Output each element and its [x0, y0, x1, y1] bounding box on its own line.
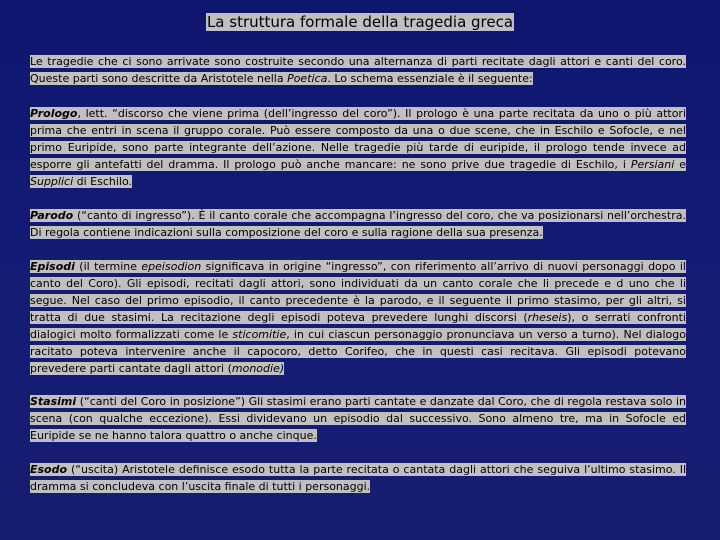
- episodi-epeisodion: epeisodion: [141, 260, 202, 273]
- episodi-text-b: significava in origine “ingresso”, con riferimento all’arrivo di nuovi personaggi dopo il canto del Coro). Gli episodi, recitati dagli attori, sono individuati da un canto corale che li precede e d uno che li segue. Nel caso del primo episodio, il canto precedente è la parodo, e il seguente il primo stasimo, per gli altri, si tratta di due stasimi. La recitazione degli episodi poteva prevedere lunghi discorsi (: [30, 260, 686, 324]
- parodo-term: Parodo: [30, 209, 74, 222]
- intro-text-a: Le tragedie che ci sono arrivate sono costruite secondo una alternanza di parti recitate dagli attori e canti del coro. Queste parti sono descritte da Aristotele nella: [30, 55, 686, 85]
- episodi-sticomitie: sticomitie: [232, 328, 287, 341]
- episodi-monodie: monodie): [231, 362, 285, 375]
- prologo-text-b: e: [674, 158, 687, 171]
- prologo-term: Prologo: [30, 107, 78, 120]
- esodo-paragraph: [30, 461, 686, 495]
- stasimi-text-a: (“canti del Coro in posizione”) Gli stasimi erano parti cantate e danzate dal Coro, che di regola restava solo in scena (con qualche eccezione). Essi dividevano un episodio dal successivo. Sono almeno tre, ma in Sofocle ed Euripide se ne hanno talora quattro o anche cinque.: [30, 395, 686, 442]
- parodo-paragraph: [30, 207, 686, 241]
- parodo-text-a: (“canto di ingresso”). È il canto corale che accompagna l’ingresso del coro, che va posizionarsi nell’orchestra. Di regola contiene indicazioni sulla composizione del coro e sulla ragione della sua presenza.: [30, 209, 686, 239]
- intro-text-b: . Lo schema essenziale è il seguente:: [327, 72, 533, 85]
- prologo-supplici: Supplici: [30, 175, 74, 188]
- intro-paragraph: [30, 53, 686, 87]
- prologo-text-a: , lett. “discorso che viene prima (dell’ingresso del coro”). Il prologo è una parte recitata da uno o più attori prima che entri in scena il gruppo corale. Può essere composto da una o due scene, che in Eschilo e Sofocle, e nel primo Euripide, sono parte integrante dell’azione. Nelle tragedie più tarde di euripide, il prologo tende invece ad esporre gli antefatti del dramma. Il prologo può anche mancare: ne sono prive due tragedie di Eschilo, i: [30, 107, 686, 171]
- slide-title: [0, 11, 720, 33]
- prologo-paragraph: [30, 105, 686, 190]
- prologo-text-c: di Eschilo.: [73, 175, 133, 188]
- episodi-text-c: ), o serrati confronti dialogici molto formalizzati come le: [30, 311, 686, 341]
- slide-title-text: La struttura formale della tragedia greca: [206, 13, 514, 31]
- episodi-text-a: (il termine: [74, 260, 142, 273]
- intro-poetica: Poetica: [287, 72, 328, 85]
- stasimi-paragraph: [30, 393, 686, 444]
- episodi-text-d: , in cui ciascun personaggio pronunciava un verso a turno). Nel dialogo racitato poteva intervenire anche il capocoro, detto Corifeo, che in questi casi recitava. Gli episodi potevano prevedere parti cantate dagli attori (: [30, 328, 686, 375]
- episodi-term: Episodi: [30, 260, 75, 273]
- esodo-text-a: (“uscita) Aristotele definisce esodo tutta la parte recitata o cantata dagli attori che seguiva l’ultimo stasimo. Il dramma si concludeva con l’uscita finale di tutti i personaggi.: [30, 463, 686, 493]
- prologo-persiani: Persiani: [630, 158, 675, 171]
- episodi-paragraph: [30, 258, 686, 377]
- stasimi-term: Stasimi: [30, 395, 77, 408]
- episodi-rheseis: rheseis: [527, 311, 568, 324]
- esodo-term: Esodo: [30, 463, 68, 476]
